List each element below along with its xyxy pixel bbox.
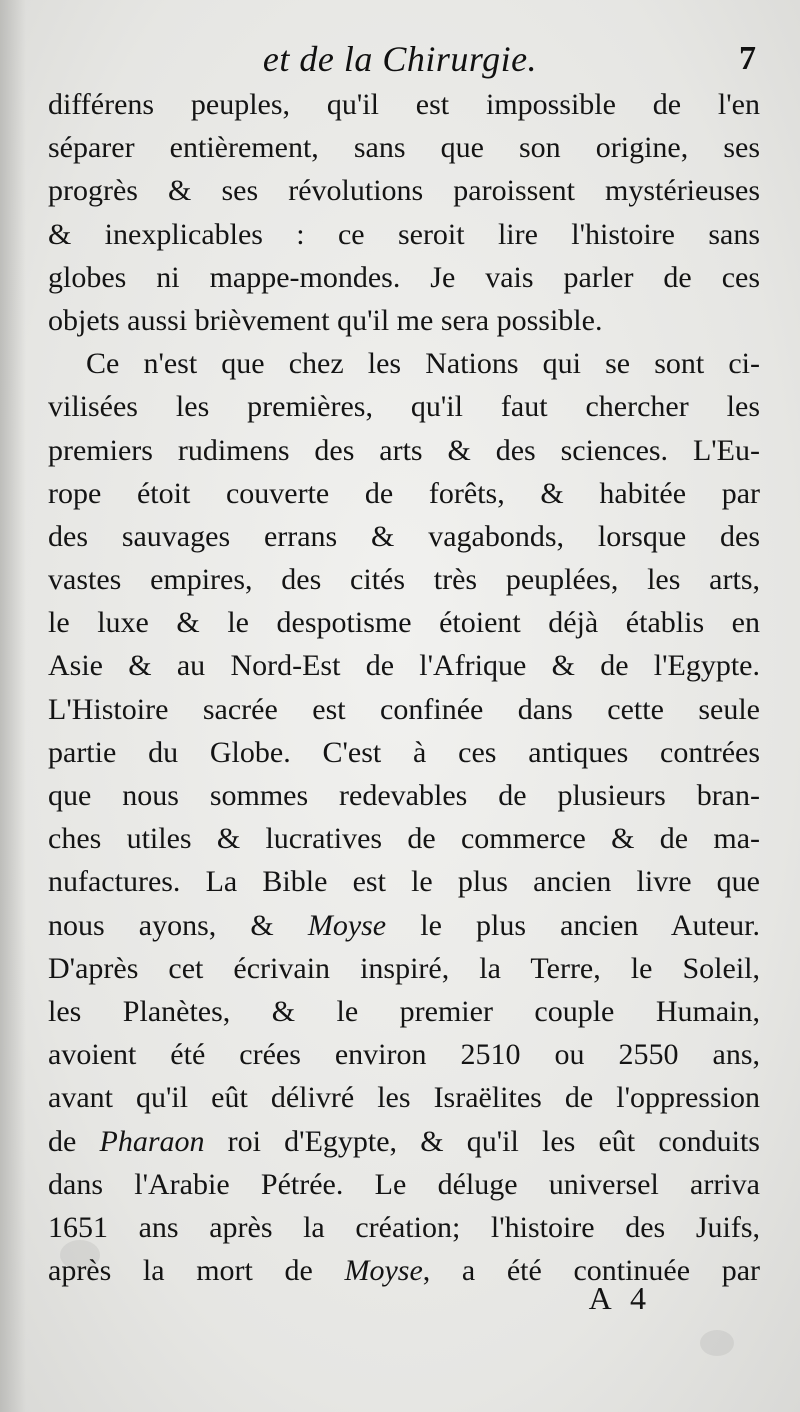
text-line: dans l'Arabie Pétrée. Le déluge universel arriva: [48, 1167, 760, 1201]
page-gutter-shadow: [0, 0, 26, 1412]
text-line: différens peuples, qu'il est impossible de l'en: [48, 88, 760, 121]
text-line: ches utiles & lucratives de commerce & de ma-: [48, 822, 760, 856]
text-line: 1651 ans après la création; l'histoire des Juifs,: [48, 1210, 760, 1244]
text-line: L'Histoire sacrée est confinée dans cette seule: [48, 692, 760, 726]
paragraph-start-line: Ce n'est que chez les Nations qui se sont ci-: [86, 347, 760, 381]
text-line: des sauvages errans & vagabonds, lorsque des: [48, 519, 760, 553]
text-line: partie du Globe. C'est à ces antiques contrées: [48, 735, 760, 769]
page-number: 7: [739, 40, 756, 77]
text-line: nufactures. La Bible est le plus ancien livre que: [48, 865, 760, 899]
text-line: après la mort de Moyse, a été continuée par: [48, 1254, 761, 1288]
text-line: avant qu'il eût délivré les Israëlites de l'oppression: [48, 1081, 760, 1115]
text-line: vastes empires, des cités très peuplées, les arts,: [48, 563, 760, 597]
text-line: que nous sommes redevables de plusieurs bran-: [48, 779, 760, 812]
text-line: le luxe & le despotisme étoient déjà établis en: [48, 606, 760, 640]
signature-mark: A 4: [588, 1280, 652, 1316]
text-line: nous ayons, & Moyse le plus ancien Auteur.: [48, 908, 760, 942]
text-line: D'après cet écrivain inspiré, la Terre, le Soleil,: [48, 951, 760, 985]
body-text: [48, 83, 760, 1292]
page-header: [0, 38, 800, 88]
text-line: rope étoit couverte de forêts, & habitée par: [48, 476, 760, 510]
text-line: séparer entièrement, sans que son origine, ses: [48, 131, 760, 165]
text-line: vilisées les premières, qu'il faut chercher les: [48, 390, 760, 424]
text-line: objets aussi brièvement qu'il me sera possible.: [48, 303, 603, 337]
running-title: et de la Chirurgie.: [262, 39, 538, 79]
text-line: de Pharaon roi d'Egypte, & qu'il les eût conduits: [48, 1124, 760, 1158]
text-line: avoient été crées environ 2510 ou 2550 ans,: [48, 1038, 760, 1072]
text-line: progrès & ses révolutions paroissent mystérieuses: [48, 174, 760, 208]
text-line: globes ni mappe-mondes. Je vais parler de ces: [48, 260, 760, 294]
text-line: & inexplicables : ce seroit lire l'histoire sans: [48, 217, 760, 251]
text-line: Asie & au Nord-Est de l'Afrique & de l'Egypte.: [48, 649, 760, 683]
paper-smudge: [700, 1330, 734, 1356]
text-line: premiers rudimens des arts & des sciences. L'Eu-: [48, 433, 760, 467]
text-line: les Planètes, & le premier couple Humain,: [48, 994, 760, 1028]
